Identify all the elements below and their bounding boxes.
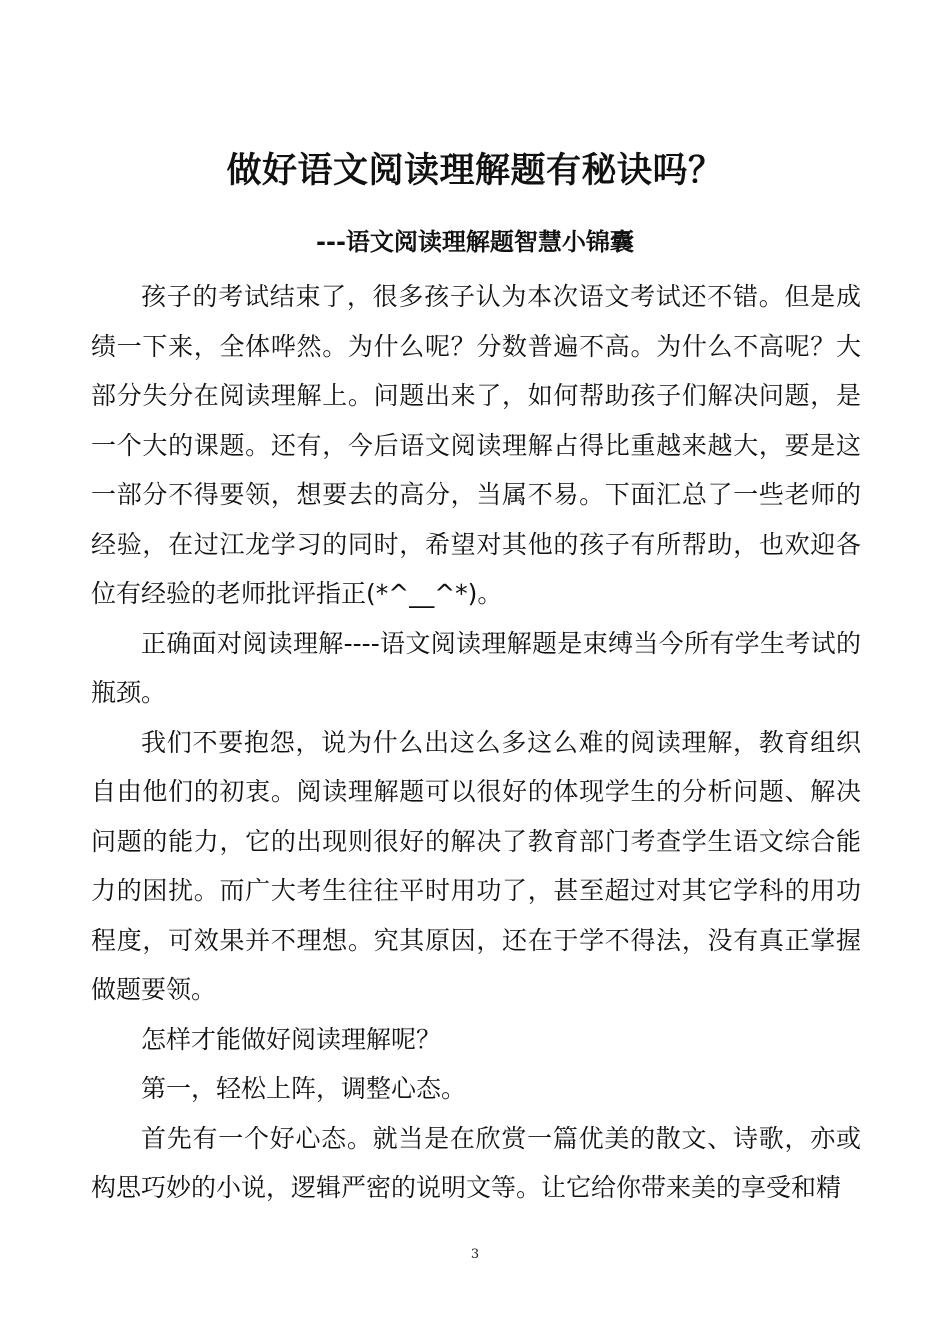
- paragraph-face-reading: 正确面对阅读理解----语文阅读理解题是束缚当今所有学生考试的瓶颈。: [91, 628, 861, 707]
- paragraph-question: 怎样才能做好阅读理解呢？: [141, 1024, 442, 1054]
- paragraph-no-complaints: 我们不要抱怨，说为什么出这么多这么难的阅读理解，教育组织自由他们的初衷。阅读理解题可以很好的体现学生的分析问题、解决问题的能力，它的出现则很好的解决了教育部门考查学生语文综合能力的困扰。而广大考生往往平时用功了，甚至超过对其它学科的用功程度，可效果并不理想。究其原因，还在于学不得法，没有真正掌握做题要领。: [91, 727, 861, 1004]
- document-title: 做好语文阅读理解题有秘诀吗？: [226, 151, 724, 191]
- document-body: [91, 272, 861, 1213]
- page-number: 3: [470, 1247, 480, 1262]
- paragraph-mindset: 首先有一个好心态。就当是在欣赏一篇优美的散文、诗歌，亦或构思巧妙的小说，逻辑严密的说明文等。让它给你带来美的享受和精: [91, 1123, 861, 1202]
- document-subtitle: ---语文阅读理解题智慧小锦囊: [316, 228, 634, 256]
- paragraph-intro: 孩子的考试结束了，很多孩子认为本次语文考试还不错。但是成绩一下来，全体哗然。为什么呢？分数普遍不高。为什么不高呢？大部分失分在阅读理解上。问题出来了，如何帮助孩子们解决问题，是一个大的课题。还有，今后语文阅读理解占得比重越来越大，要是这一部分不得要领，想要去的高分，当属不易。下面汇总了一些老师的经验，在过江龙学习的同时，希望对其他的孩子有所帮助，也欢迎各位有经验的老师批评指正(*^__^*)。: [91, 282, 861, 608]
- paragraph-step-one-heading: 第一，轻松上阵，调整心态。: [141, 1074, 467, 1103]
